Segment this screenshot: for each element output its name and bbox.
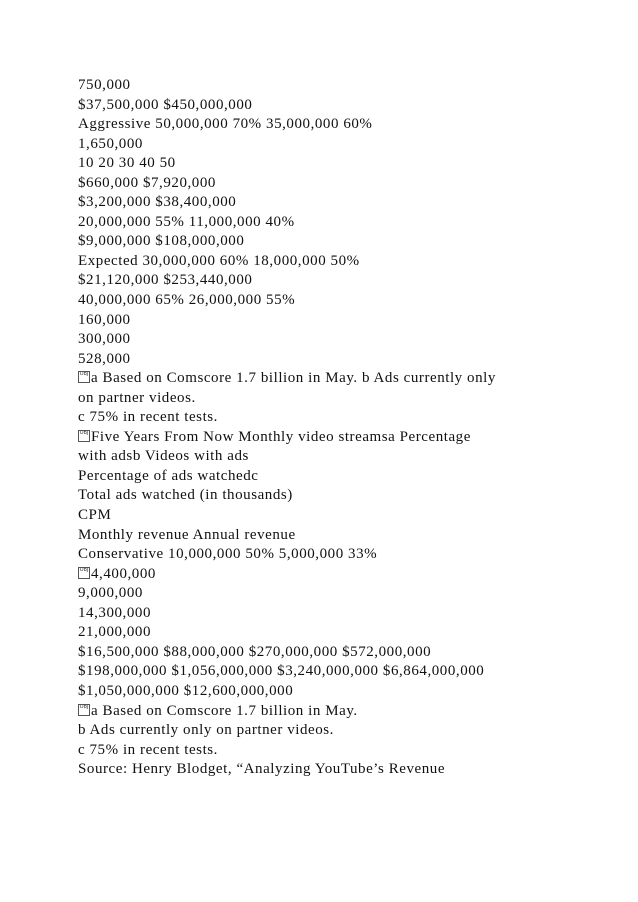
text-line xyxy=(78,96,618,116)
line-text: $198,000,000 $1,056,000,000 $3,240,000,000 $6,864,000,000 xyxy=(78,663,485,680)
line-text: with adsb Videos with ads xyxy=(78,448,249,465)
object-replacement-icon: OBJ xyxy=(78,371,90,383)
text-line xyxy=(78,545,618,565)
line-text: $9,000,000 $108,000,000 xyxy=(78,233,245,250)
document-text xyxy=(78,76,618,780)
text-line xyxy=(78,193,618,213)
line-text: 4,400,000 xyxy=(91,565,156,582)
text-line xyxy=(78,760,618,780)
text-line xyxy=(78,584,618,604)
text-line xyxy=(78,271,618,291)
text-line xyxy=(78,623,618,643)
line-text: Aggressive 50,000,000 70% 35,000,000 60% xyxy=(78,116,373,133)
text-line xyxy=(78,604,618,624)
line-text: $660,000 $7,920,000 xyxy=(78,174,216,191)
text-line xyxy=(78,702,618,722)
text-line xyxy=(78,291,618,311)
line-text: 300,000 xyxy=(78,331,131,348)
object-replacement-icon: OBJ xyxy=(78,430,90,442)
text-line xyxy=(78,506,618,526)
line-text: 20,000,000 55% 11,000,000 40% xyxy=(78,213,295,230)
text-line xyxy=(78,682,618,702)
text-line xyxy=(78,565,618,585)
line-text: $37,500,000 $450,000,000 xyxy=(78,96,253,113)
line-text: Five Years From Now Monthly video streamsa Percentage xyxy=(91,428,471,445)
line-text: $21,120,000 $253,440,000 xyxy=(78,272,253,289)
line-text: $1,050,000,000 $12,600,000,000 xyxy=(78,682,294,699)
text-line xyxy=(78,486,618,506)
text-line xyxy=(78,662,618,682)
text-line xyxy=(78,389,618,409)
text-line xyxy=(78,369,618,389)
line-text: on partner videos. xyxy=(78,389,196,406)
text-line xyxy=(78,311,618,331)
line-text: 10 20 30 40 50 xyxy=(78,155,176,172)
text-line xyxy=(78,232,618,252)
text-line xyxy=(78,135,618,155)
line-text: 750,000 xyxy=(78,77,131,93)
line-text: Conservative 10,000,000 50% 5,000,000 33% xyxy=(78,546,378,563)
text-line xyxy=(78,252,618,272)
line-text: Monthly revenue Annual revenue xyxy=(78,526,296,543)
text-line xyxy=(78,526,618,546)
line-text: CPM xyxy=(78,507,112,524)
line-text: Expected 30,000,000 60% 18,000,000 50% xyxy=(78,252,360,269)
line-text: 1,650,000 xyxy=(78,135,143,152)
line-text: c 75% in recent tests. xyxy=(78,409,218,426)
text-line xyxy=(78,408,618,428)
line-text: 21,000,000 xyxy=(78,624,151,641)
line-text: Percentage of ads watchedc xyxy=(78,467,259,484)
line-text: Source: Henry Blodget, “Analyzing YouTube’s Revenue xyxy=(78,761,446,778)
text-line xyxy=(78,428,618,448)
object-replacement-icon: OBJ xyxy=(78,704,90,716)
text-line xyxy=(78,174,618,194)
object-replacement-icon: OBJ xyxy=(78,567,90,579)
text-line xyxy=(78,115,618,135)
line-text: $16,500,000 $88,000,000 $270,000,000 $572,000,000 xyxy=(78,643,432,660)
text-line xyxy=(78,350,618,370)
text-line xyxy=(78,741,618,761)
line-text: Total ads watched (in thousands) xyxy=(78,487,293,504)
text-line xyxy=(78,154,618,174)
line-text: 14,300,000 xyxy=(78,604,151,621)
line-text: b Ads currently only on partner videos. xyxy=(78,722,334,739)
line-text: 160,000 xyxy=(78,311,131,328)
text-line xyxy=(78,76,618,96)
line-text: 40,000,000 65% 26,000,000 55% xyxy=(78,292,296,309)
line-text: 9,000,000 xyxy=(78,585,143,602)
line-text: a Based on Comscore 1.7 billion in May. xyxy=(91,702,358,719)
text-line xyxy=(78,330,618,350)
line-text: 528,000 xyxy=(78,350,131,367)
line-text: c 75% in recent tests. xyxy=(78,741,218,758)
line-text: a Based on Comscore 1.7 billion in May. b Ads currently only xyxy=(91,370,496,387)
text-line xyxy=(78,467,618,487)
line-text: $3,200,000 $38,400,000 xyxy=(78,194,237,211)
text-line xyxy=(78,643,618,663)
text-line xyxy=(78,721,618,741)
text-line xyxy=(78,447,618,467)
text-line xyxy=(78,213,618,233)
